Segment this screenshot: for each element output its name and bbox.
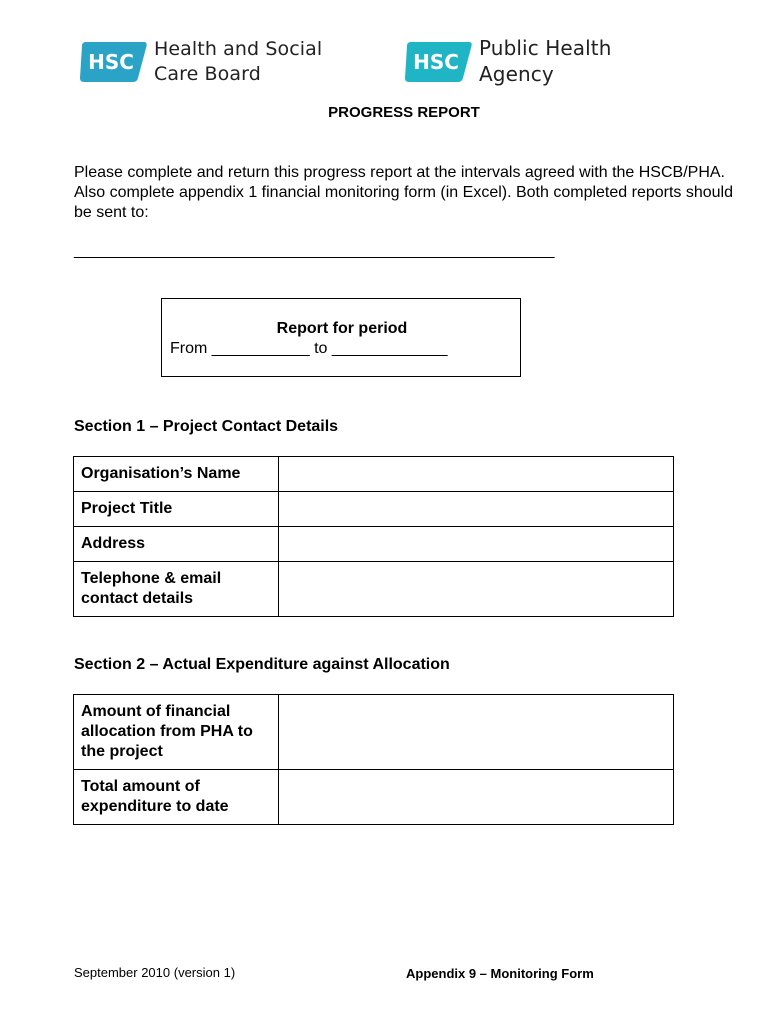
pha-logo-text bbox=[479, 35, 612, 87]
row-label: Telephone & email contact details bbox=[74, 562, 279, 617]
section1-heading: Section 1 – Project Contact Details bbox=[74, 418, 339, 435]
project-title-field[interactable] bbox=[279, 492, 674, 527]
hscb-logo-text bbox=[154, 37, 322, 87]
table-row bbox=[74, 457, 674, 492]
report-period-title: Report for period bbox=[276, 320, 408, 337]
hscb-logo bbox=[78, 37, 322, 87]
section2-heading: Section 2 – Actual Expenditure against Allocation bbox=[74, 656, 450, 673]
send-to-line[interactable]: ______________________________________________________ bbox=[74, 242, 555, 259]
hscb-logo-line1: Health and Social bbox=[154, 38, 323, 60]
hsc-badge-icon bbox=[403, 40, 473, 84]
hscb-logo-line2: Care Board bbox=[154, 63, 261, 85]
hsc-badge-icon bbox=[78, 40, 148, 84]
report-period-dates[interactable]: From ___________ to _____________ bbox=[170, 340, 448, 357]
svg-text:HSC: HSC bbox=[88, 50, 134, 74]
table-row bbox=[74, 527, 674, 562]
row-label: Project Title bbox=[74, 492, 279, 527]
report-period-box bbox=[161, 298, 521, 377]
pha-logo bbox=[403, 37, 612, 87]
row-label: Address bbox=[74, 527, 279, 562]
organisation-name-field[interactable] bbox=[279, 457, 674, 492]
row-label: Total amount of expenditure to date bbox=[74, 770, 279, 825]
address-field[interactable] bbox=[279, 527, 674, 562]
expenditure-table bbox=[73, 694, 674, 825]
contact-details-table bbox=[73, 456, 674, 617]
pha-logo-line2: Agency bbox=[479, 62, 554, 86]
expenditure-amount-field[interactable] bbox=[279, 770, 674, 825]
row-label: Organisation’s Name bbox=[74, 457, 279, 492]
table-row bbox=[74, 562, 674, 617]
table-row bbox=[74, 492, 674, 527]
footer-appendix: Appendix 9 – Monitoring Form bbox=[406, 966, 594, 981]
pha-logo-line1: Public Health bbox=[479, 36, 612, 60]
page-title: PROGRESS REPORT bbox=[328, 104, 480, 121]
allocation-amount-field[interactable] bbox=[279, 695, 674, 770]
table-row bbox=[74, 770, 674, 825]
contact-details-field[interactable] bbox=[279, 562, 674, 617]
table-row bbox=[74, 695, 674, 770]
footer-version: September 2010 (version 1) bbox=[74, 965, 236, 980]
svg-text:HSC: HSC bbox=[413, 50, 459, 74]
intro-paragraph: Please complete and return this progress report at the intervals agreed with the HSCB/PHA. Also complete appendix 1 financial monitoring form (in Excel). Both completed reports should be sent to: bbox=[74, 164, 733, 221]
row-label: Amount of financial allocation from PHA to the project bbox=[74, 695, 279, 770]
